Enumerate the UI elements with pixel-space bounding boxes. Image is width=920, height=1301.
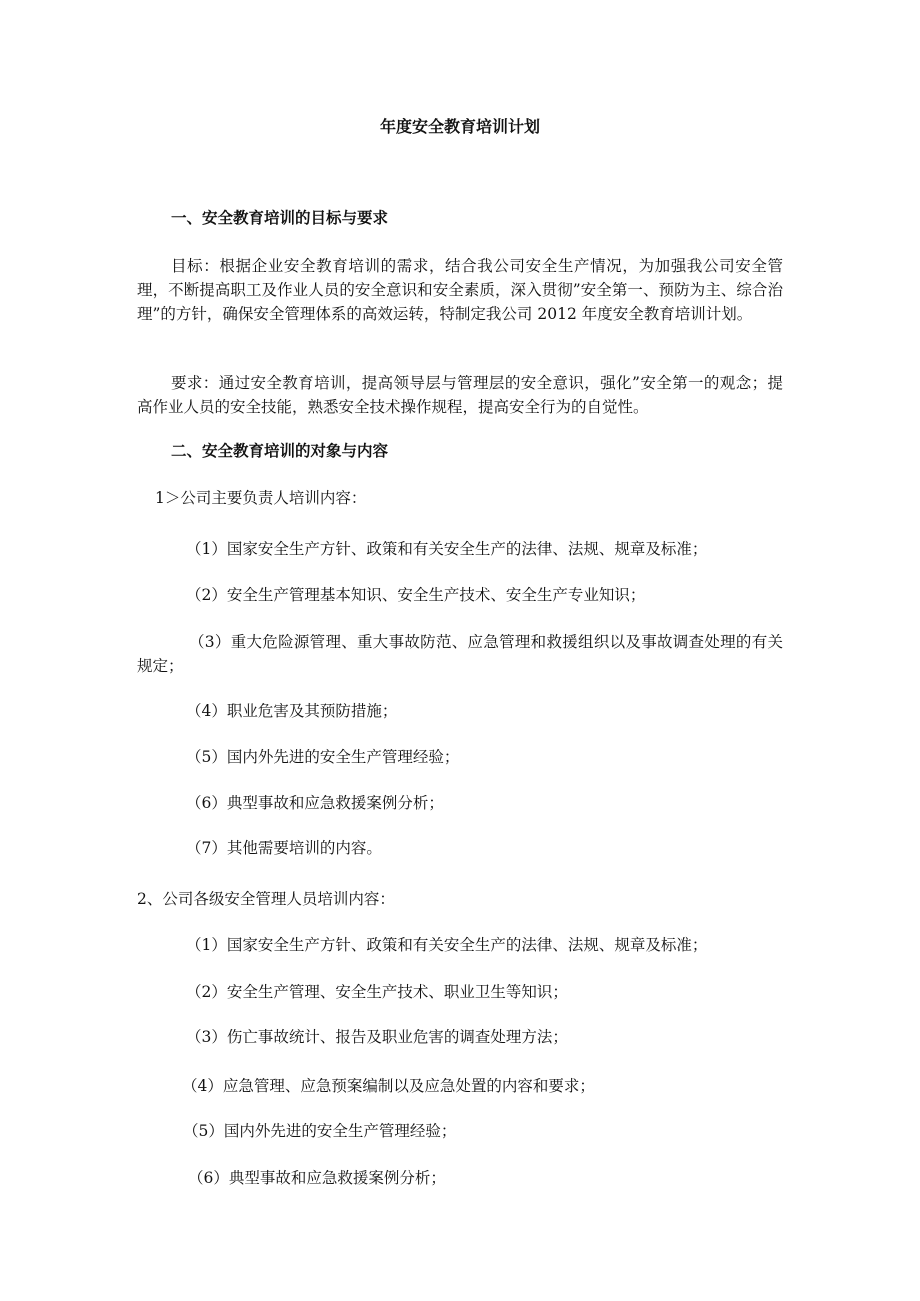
group-1-item-2: （2）安全生产管理基本知识、安全生产技术、安全生产专业知识； xyxy=(186,586,646,604)
document-title: 年度安全教育培训计划 xyxy=(379,117,540,136)
group-2-label: 2、公司各级安全管理人员培训内容： xyxy=(137,890,395,908)
group-1-label: 1＞公司主要负责人培训内容： xyxy=(155,489,367,507)
group-2-item-3: （3）伤亡事故统计、报告及职业危害的调查处理方法； xyxy=(186,1028,568,1046)
group-1-item-7: （7）其他需要培训的内容。 xyxy=(186,839,382,857)
group-2-item-2: （2）安全生产管理、安全生产技术、职业卫生等知识； xyxy=(186,983,568,1001)
group-2-item-6: （6）典型事故和应急救援案例分析； xyxy=(188,1169,446,1187)
goal-paragraph: 目标：根据企业安全教育培训的需求，结合我公司安全生产情况，为加强我公司安全管理，不断提高职工及作业人员的安全意识和安全素质，深入贯彻”安全第一、预防为主、综合治理”的方针，确保安全管理体系的高效运转，特制定我公司 2012 年度安全教育培训计划。 xyxy=(137,257,783,323)
requirement-paragraph: 要求：通过安全教育培训，提高领导层与管理层的安全意识，强化”安全第一的观念；提高作业人员的安全技能，熟悉安全技术操作规程，提高安全行为的自觉性。 xyxy=(137,374,783,416)
group-1-item-1: （1）国家安全生产方针、政策和有关安全生产的法律、法规、规章及标准； xyxy=(186,540,708,558)
group-1-item-5: （5）国内外先进的安全生产管理经验； xyxy=(186,748,460,766)
section-2-heading: 二、安全教育培训的对象与内容 xyxy=(171,442,389,460)
section-1-heading: 一、安全教育培训的目标与要求 xyxy=(171,209,389,227)
group-1-item-4: （4）职业危害及其预防措施； xyxy=(186,702,398,720)
group-2-item-5: （5）国内外先进的安全生产管理经验； xyxy=(183,1122,457,1140)
group-2-item-4: （4）应急管理、应急预案编制以及应急处置的内容和要求； xyxy=(182,1077,595,1095)
group-1-item-6: （6）典型事故和应急救援案例分析； xyxy=(186,794,444,812)
group-1-item-3: （3）重大危险源管理、重大事故防范、应急管理和救援组织以及事故调查处理的有关规定； xyxy=(137,633,783,675)
group-2-item-1: （1）国家安全生产方针、政策和有关安全生产的法律、法规、规章及标准； xyxy=(186,936,708,954)
